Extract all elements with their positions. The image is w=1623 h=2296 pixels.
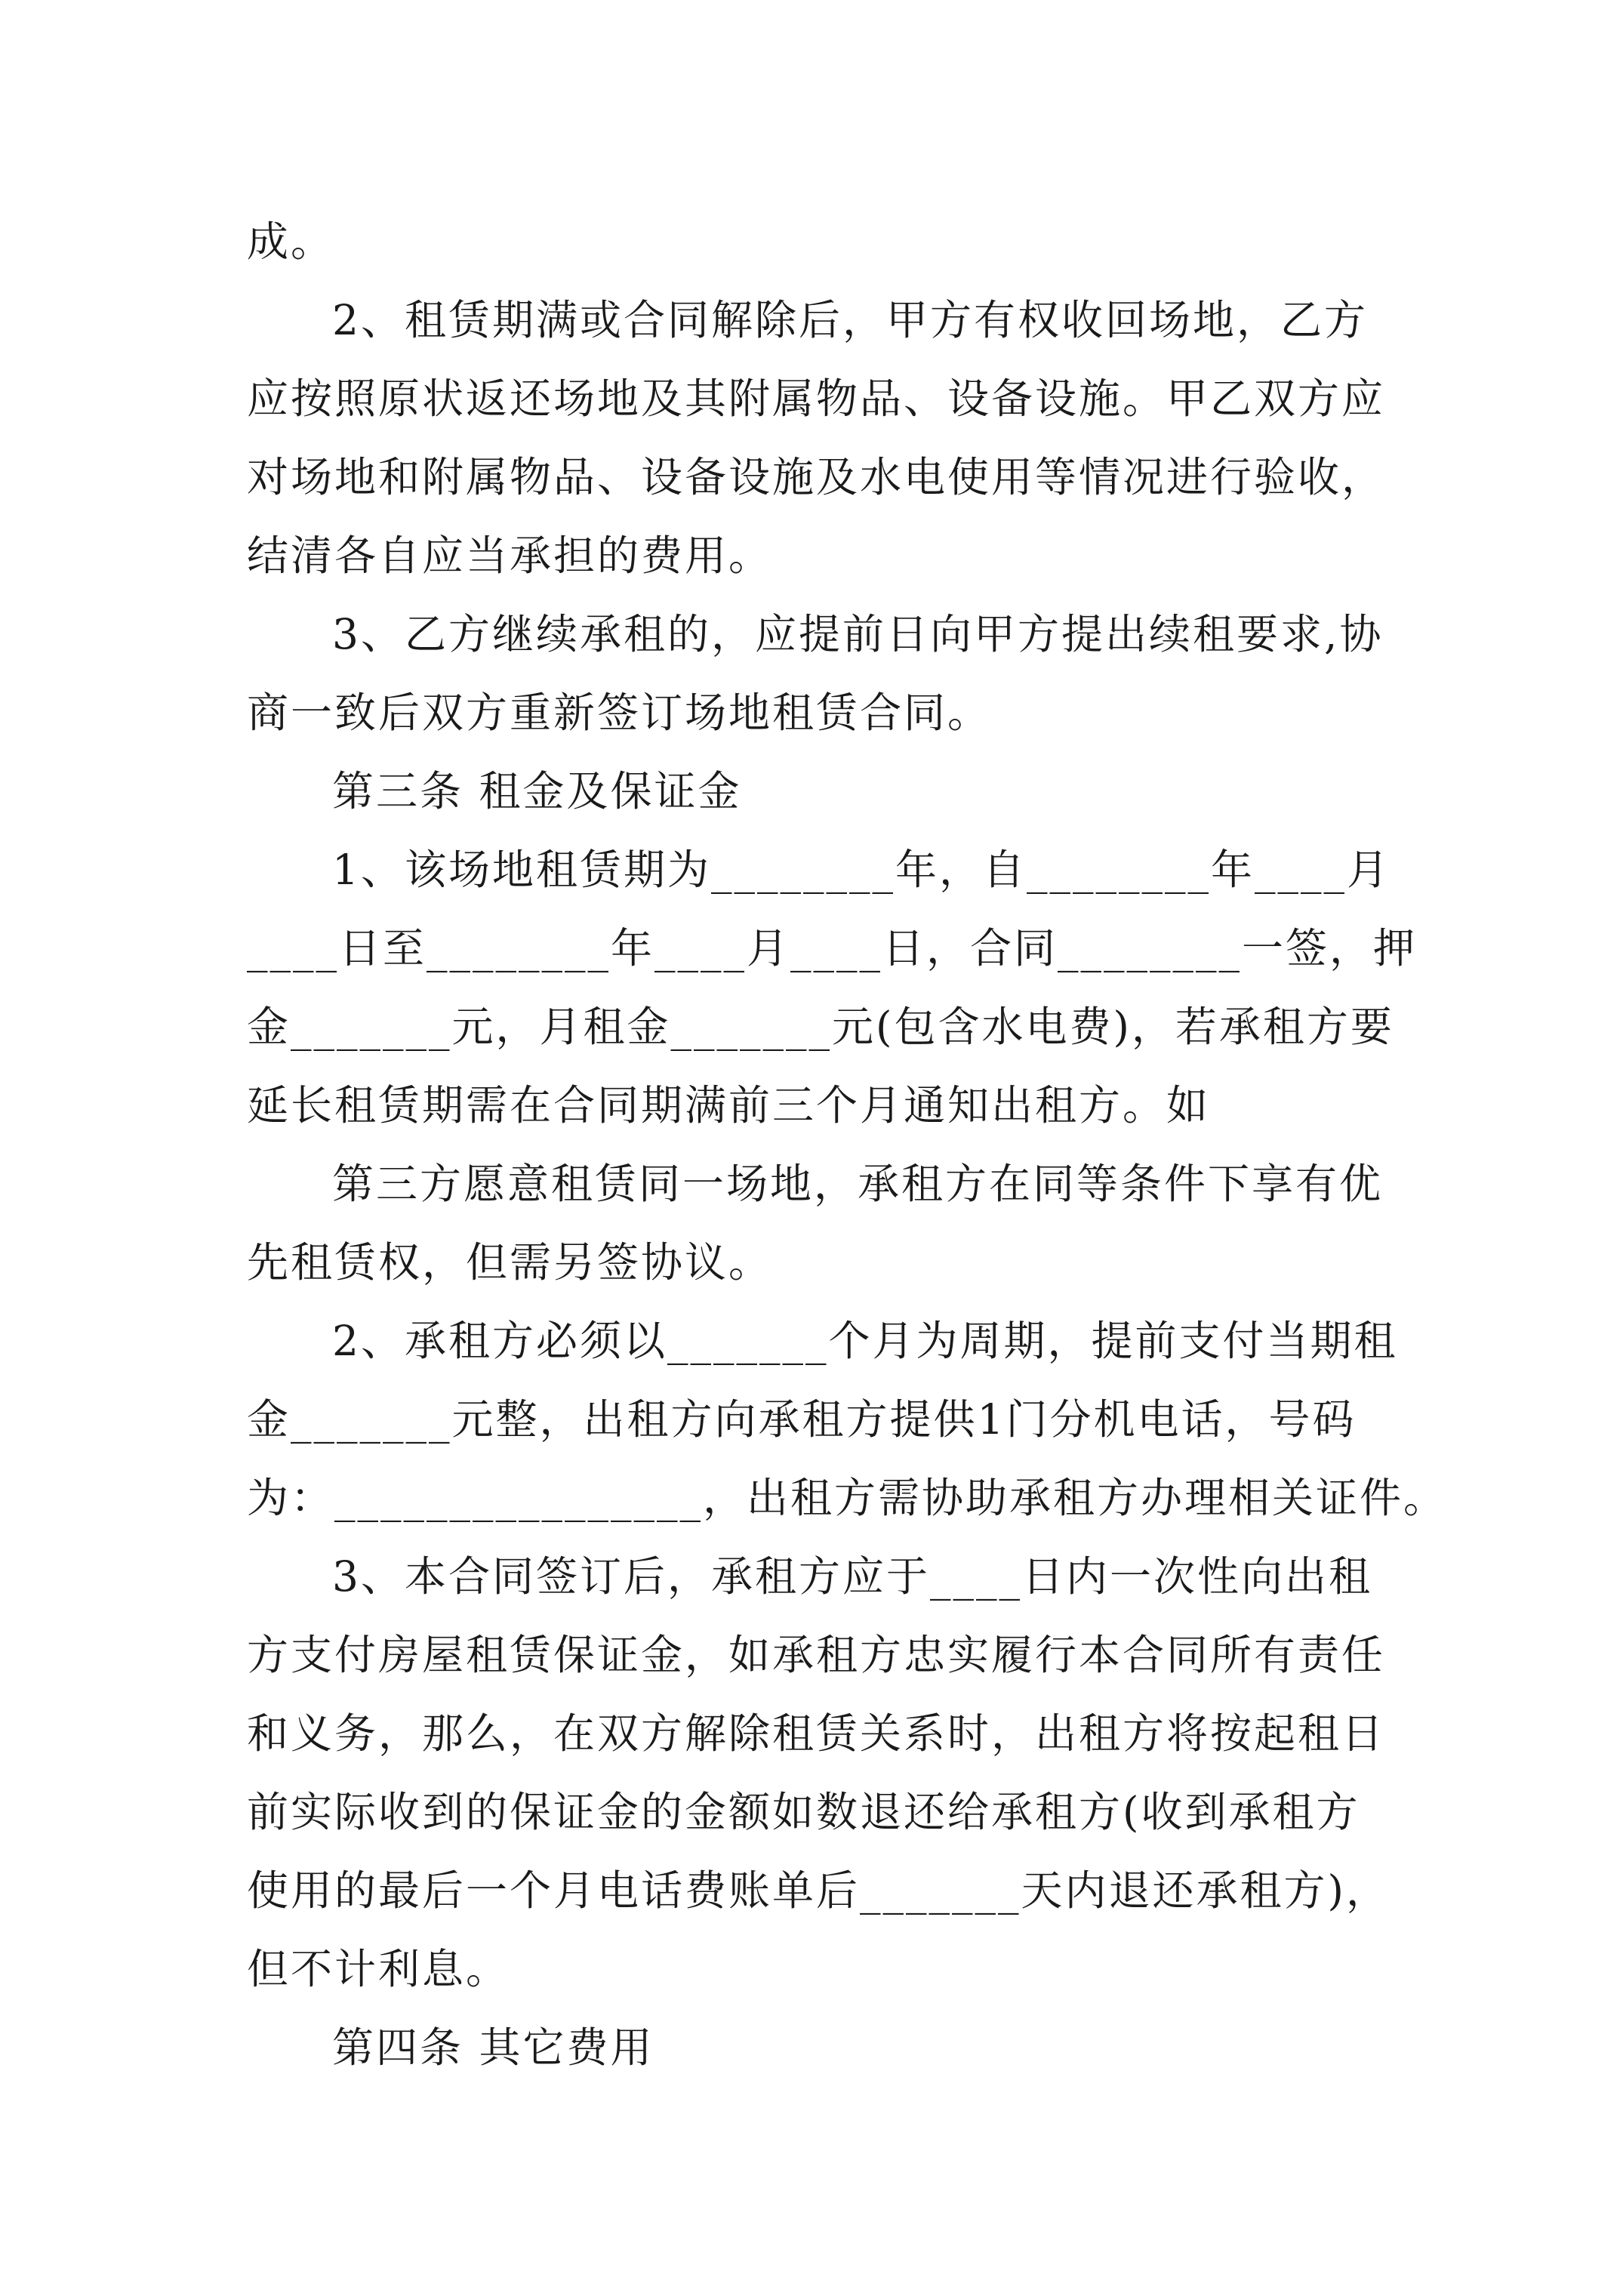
text-line: 对场地和附属物品、设备设施及水电使用等情况进行验收， [247, 453, 1386, 501]
text-line: 方支付房屋租赁保证金，如承租方忠实履行本合同所有责任 [247, 1631, 1386, 1679]
text-line: ____日至________年____月____日，合同________一签，押 [247, 924, 1418, 972]
text-line: 应按照原状返还场地及其附属物品、设备设施。甲乙双方应 [247, 374, 1386, 423]
text-line: 第三方愿意租赁同一场地，承租方在同等条件下享有优 [332, 1160, 1384, 1208]
section-heading: 第三条 租金及保证金 [332, 767, 742, 815]
text-line: 先租赁权，但需另签协议。 [247, 1238, 773, 1287]
text-line: 金_______元整，出租方向承租方提供1门分机电话，号码 [247, 1395, 1357, 1444]
text-line: 结清各自应当承担的费用。 [247, 532, 773, 580]
text-line: 成。 [247, 217, 335, 266]
text-line: 2、租赁期满或合同解除后，甲方有权收回场地，乙方 [332, 296, 1368, 344]
text-line: 3、本合同签订后，承租方应于____日内一次性向出租 [332, 1552, 1372, 1601]
text-line: 为：________________，出租方需协助承租方办理相关证件。 [247, 1474, 1448, 1522]
text-line: 金_______元，月租金_______元(包含水电费)，若承租方要 [247, 1003, 1394, 1051]
text-line: 商一致后双方重新签订场地租赁合同。 [247, 689, 992, 737]
text-line: 但不计利息。 [247, 1945, 510, 1993]
text-line: 1、该场地租赁期为________年，自________年____月 [332, 846, 1390, 894]
text-line: 使用的最后一个月电话费账单后_______天内退还承租方)， [247, 1866, 1390, 1915]
text-line: 延长租赁期需在合同期满前三个月通知出租方。如 [247, 1081, 1211, 1130]
text-line: 前实际收到的保证金的金额如数退还给承租方(收到承租方 [247, 1788, 1360, 1836]
section-heading: 第四条 其它费用 [332, 2023, 654, 2072]
text-line: 3、乙方继续承租的，应提前日向甲方提出续租要求,协 [332, 610, 1384, 658]
text-line: 和义务，那么，在双方解除租赁关系时，出租方将按起租日 [247, 1709, 1386, 1758]
text-line: 2、承租方必须以_______个月为周期，提前支付当期租 [332, 1317, 1398, 1365]
